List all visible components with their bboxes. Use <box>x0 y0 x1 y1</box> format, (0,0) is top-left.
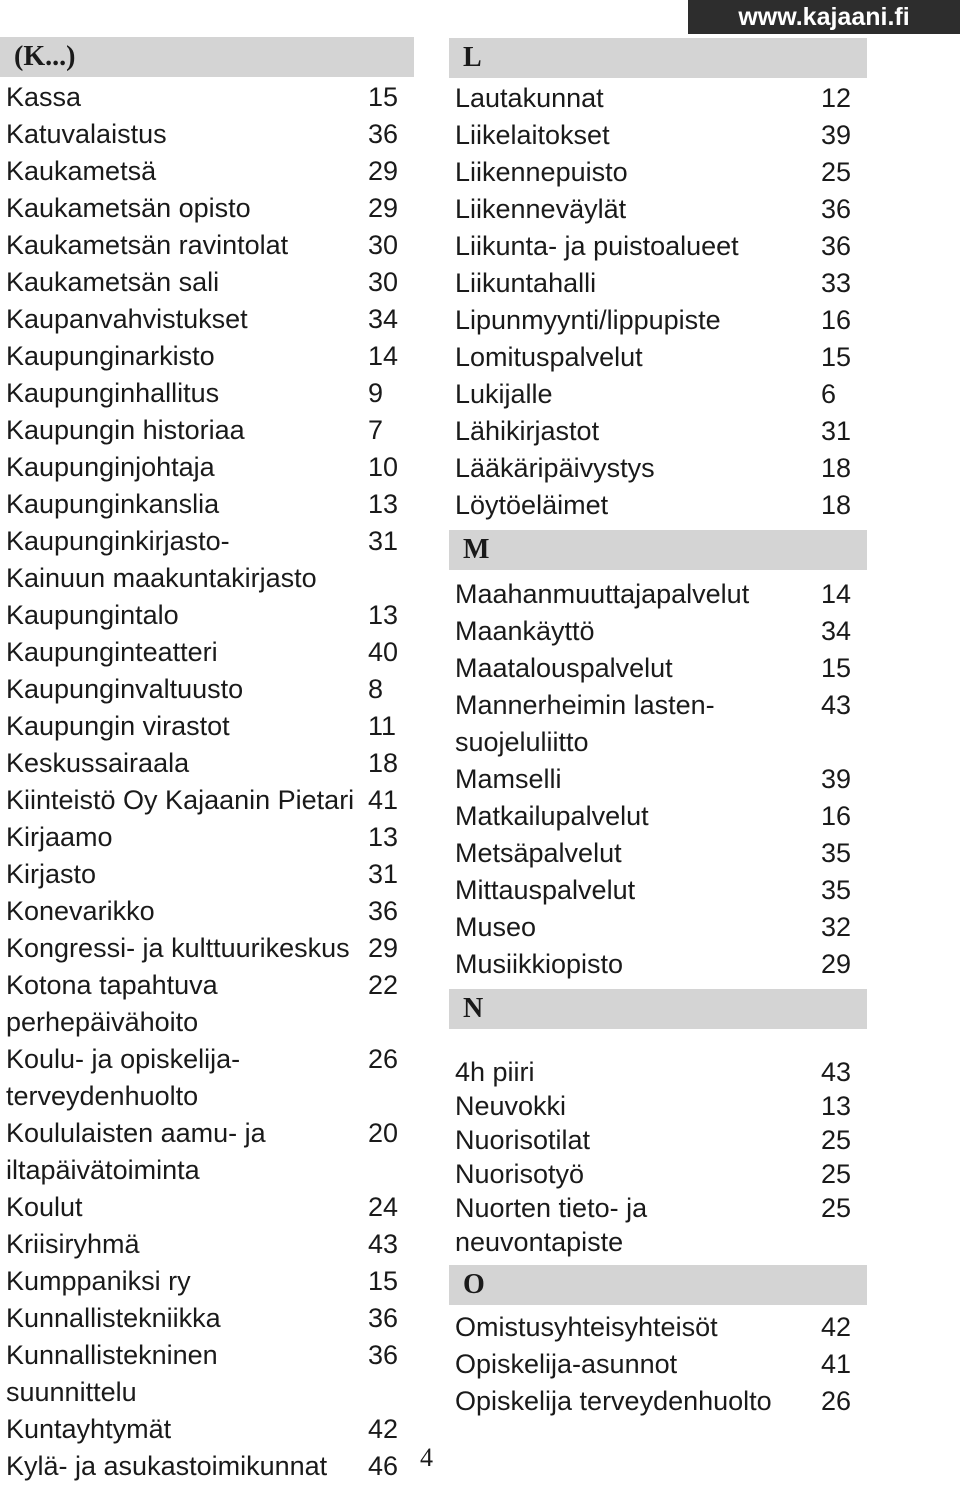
entry-page-number: 36 <box>368 1303 399 1333</box>
index-entry <box>449 835 867 872</box>
entry-name: suojeluliitto <box>455 727 589 757</box>
entry-name: Kuntayhtymät <box>6 1414 172 1444</box>
entry-page-number: 30 <box>368 267 399 297</box>
index-entry <box>0 79 414 116</box>
entry-page-number: 40 <box>368 637 399 667</box>
index-entry <box>0 856 414 893</box>
entry-page-number: 25 <box>821 157 852 187</box>
entry-page-number: 36 <box>821 194 852 224</box>
index-entry <box>0 634 414 671</box>
index-entry <box>0 375 414 412</box>
entry-name: Kaupungintalo <box>6 600 179 630</box>
entry-page-number: 15 <box>368 82 399 112</box>
entry-name: Opiskelija terveydenhuolto <box>455 1386 772 1416</box>
entry-page-number: 43 <box>821 1057 852 1087</box>
entry-name: Kaukametsän opisto <box>6 193 251 223</box>
entry-page-number: 29 <box>368 193 399 223</box>
index-list-m <box>449 570 867 983</box>
entry-page-number: 18 <box>821 490 852 520</box>
left-column <box>0 37 414 1485</box>
entry-name: Musiikkiopisto <box>455 949 624 979</box>
entry-name: Lautakunnat <box>455 83 604 113</box>
entry-name: perhepäivähoito <box>6 1007 199 1037</box>
index-entry <box>449 761 867 798</box>
entry-name: Nuorisotyö <box>455 1159 585 1189</box>
entry-page-number: 42 <box>368 1414 399 1444</box>
entry-name: Kirjaamo <box>6 822 113 852</box>
entry-name: Maatalouspalvelut <box>455 653 673 683</box>
entry-name: 4h piiri <box>455 1057 535 1087</box>
index-entry <box>449 576 867 613</box>
entry-name: Metsäpalvelut <box>455 838 622 868</box>
entry-page-number: 43 <box>368 1229 399 1259</box>
entry-name: Liikelaitokset <box>455 120 610 150</box>
entry-name: Maahanmuuttajapalvelut <box>455 579 750 609</box>
index-entry <box>0 1337 414 1374</box>
entry-page-number: 46 <box>368 1451 399 1481</box>
index-list-k <box>0 77 414 1485</box>
entry-page-number: 35 <box>821 838 852 868</box>
entry-name: Kaukametsän sali <box>6 267 220 297</box>
entry-name: Nuorisotilat <box>455 1125 591 1155</box>
index-entry <box>449 1089 867 1123</box>
index-entry <box>449 687 867 724</box>
index-list-n <box>449 1029 867 1259</box>
entry-page-number: 8 <box>368 674 384 704</box>
index-entry <box>0 153 414 190</box>
entry-name: Kunnallistekninen <box>6 1340 218 1370</box>
index-entry <box>449 228 867 265</box>
entry-page-number: 13 <box>368 822 399 852</box>
entry-page-number: 39 <box>821 120 852 150</box>
index-entry <box>449 1157 867 1191</box>
entry-name: Maankäyttö <box>455 616 595 646</box>
index-entry <box>0 116 414 153</box>
index-list-l <box>449 78 867 524</box>
entry-page-number: 26 <box>368 1044 399 1074</box>
index-entry <box>0 782 414 819</box>
index-entry <box>0 1263 414 1300</box>
entry-name: Koulu- ja opiskelija- <box>6 1044 241 1074</box>
entry-name: Lipunmyynti/lippupiste <box>455 305 721 335</box>
entry-name: iltapäivätoiminta <box>6 1155 200 1185</box>
entry-page-number: 15 <box>821 342 852 372</box>
index-entry <box>449 302 867 339</box>
entry-name: Kaupunginarkisto <box>6 341 215 371</box>
index-entry <box>0 227 414 264</box>
index-entry <box>0 1152 414 1189</box>
entry-page-number: 15 <box>821 653 852 683</box>
index-entry <box>0 708 414 745</box>
entry-page-number: 18 <box>821 453 852 483</box>
index-entry <box>0 486 414 523</box>
index-entry <box>0 1041 414 1078</box>
section-header-l: L <box>449 38 867 78</box>
entry-page-number: 34 <box>368 304 399 334</box>
entry-page-number: 9 <box>368 378 384 408</box>
entry-page-number: 7 <box>368 415 384 445</box>
entry-name: Kongressi- ja kulttuurikeskus <box>6 933 350 963</box>
entry-name: Keskussairaala <box>6 748 190 778</box>
index-entry <box>449 450 867 487</box>
entry-page-number: 36 <box>368 119 399 149</box>
entry-page-number: 13 <box>821 1091 852 1121</box>
index-entry <box>449 1123 867 1157</box>
index-entry <box>449 798 867 835</box>
entry-page-number: 13 <box>368 489 399 519</box>
index-entry <box>449 1055 867 1089</box>
entry-name: Matkailupalvelut <box>455 801 649 831</box>
entry-page-number: 30 <box>368 230 399 260</box>
index-entry <box>449 154 867 191</box>
entry-name: Kaupunginteatteri <box>6 637 218 667</box>
entry-page-number: 35 <box>821 875 852 905</box>
index-entry <box>449 1383 867 1420</box>
index-entry <box>0 930 414 967</box>
section-header-k: (K...) <box>0 37 414 77</box>
index-entry <box>0 893 414 930</box>
entry-name: Kaupunginhallitus <box>6 378 220 408</box>
entry-name: Kainuun maakuntakirjasto <box>6 563 317 593</box>
entry-name: Liikennepuisto <box>455 157 628 187</box>
index-entry <box>449 376 867 413</box>
index-entry <box>449 80 867 117</box>
entry-name: Kaupunginkirjasto- <box>6 526 230 556</box>
index-entry <box>449 650 867 687</box>
entry-name: Nuorten tieto- ja <box>455 1193 648 1223</box>
entry-page-number: 32 <box>821 912 852 942</box>
entry-page-number: 16 <box>821 305 852 335</box>
index-entry <box>0 1226 414 1263</box>
entry-page-number: 14 <box>368 341 399 371</box>
index-entry <box>0 1448 414 1485</box>
entry-name: Kaupunginkanslia <box>6 489 220 519</box>
entry-page-number: 12 <box>821 83 852 113</box>
entry-name: Kaukametsä <box>6 156 157 186</box>
entry-name: Kiinteistö Oy Kajaanin Pietari <box>6 785 355 815</box>
entry-page-number: 36 <box>368 896 399 926</box>
entry-name: Kassa <box>6 82 82 112</box>
entry-name: Kaupunginvaltuusto <box>6 674 244 704</box>
entry-name: Kaupungin historiaa <box>6 415 245 445</box>
entry-name: neuvontapiste <box>455 1227 624 1257</box>
entry-page-number: 29 <box>368 156 399 186</box>
entry-page-number: 29 <box>368 933 399 963</box>
entry-name: Katuvalaistus <box>6 119 167 149</box>
entry-page-number: 25 <box>821 1193 852 1223</box>
index-entry <box>0 1411 414 1448</box>
entry-page-number: 18 <box>368 748 399 778</box>
entry-name: Omistusyhteisyhteisöt <box>455 1312 718 1342</box>
index-entry <box>449 1346 867 1383</box>
index-entry <box>0 1374 414 1411</box>
entry-name: terveydenhuolto <box>6 1081 199 1111</box>
entry-page-number: 6 <box>821 379 837 409</box>
index-entry <box>0 1189 414 1226</box>
index-entry <box>0 967 414 1004</box>
index-entry <box>449 191 867 228</box>
section-header-o: O <box>449 1265 867 1305</box>
index-entry <box>0 560 414 597</box>
entry-name: Kaukametsän ravintolat <box>6 230 289 260</box>
entry-page-number: 20 <box>368 1118 399 1148</box>
entry-page-number: 41 <box>821 1349 852 1379</box>
index-entry <box>449 1225 867 1259</box>
entry-page-number: 29 <box>821 949 852 979</box>
entry-name: Kirjasto <box>6 859 97 889</box>
index-entry <box>0 1078 414 1115</box>
entry-name: Mamselli <box>455 764 562 794</box>
entry-page-number: 36 <box>368 1340 399 1370</box>
entry-name: Liikunta- ja puistoalueet <box>455 231 739 261</box>
entry-name: Museo <box>455 912 537 942</box>
index-entry <box>0 597 414 634</box>
index-entry <box>449 265 867 302</box>
entry-name: Liikuntahalli <box>455 268 597 298</box>
entry-name: Koululaisten aamu- ja <box>6 1118 266 1148</box>
entry-name: Liikenneväylät <box>455 194 627 224</box>
index-entry <box>0 301 414 338</box>
entry-page-number: 31 <box>368 526 399 556</box>
entry-page-number: 26 <box>821 1386 852 1416</box>
entry-page-number: 39 <box>821 764 852 794</box>
index-entry <box>449 1191 867 1225</box>
entry-name: Löytöeläimet <box>455 490 609 520</box>
entry-name: Kaupanvahvistukset <box>6 304 248 334</box>
entry-page-number: 13 <box>368 600 399 630</box>
entry-page-number: 43 <box>821 690 852 720</box>
entry-name: Kaupunginjohtaja <box>6 452 215 482</box>
index-entry <box>449 1309 867 1346</box>
entry-page-number: 15 <box>368 1266 399 1296</box>
entry-page-number: 31 <box>821 416 852 446</box>
index-list-o <box>449 1305 867 1420</box>
entry-name: Mannerheimin lasten- <box>455 690 715 720</box>
index-entry <box>449 946 867 983</box>
entry-name: Lukijalle <box>455 379 553 409</box>
entry-page-number: 10 <box>368 452 399 482</box>
entry-name: Lääkäripäivystys <box>455 453 655 483</box>
index-entry <box>0 190 414 227</box>
index-entry <box>0 819 414 856</box>
index-entry <box>449 339 867 376</box>
entry-page-number: 25 <box>821 1159 852 1189</box>
website-banner[interactable]: www.kajaani.fi <box>688 0 960 34</box>
entry-page-number: 42 <box>821 1312 852 1342</box>
entry-page-number: 24 <box>368 1192 399 1222</box>
index-entry <box>449 872 867 909</box>
right-column <box>449 38 867 1420</box>
entry-name: Kylä- ja asukastoimikunnat <box>6 1451 328 1481</box>
entry-page-number: 11 <box>368 711 397 741</box>
entry-name: Neuvokki <box>455 1091 567 1121</box>
entry-name: Koulut <box>6 1192 83 1222</box>
index-entry <box>0 1004 414 1041</box>
index-entry <box>0 449 414 486</box>
entry-page-number: 16 <box>821 801 852 831</box>
entry-page-number: 33 <box>821 268 852 298</box>
entry-name: Kunnallistekniikka <box>6 1303 221 1333</box>
entry-name: Kaupungin virastot <box>6 711 230 741</box>
index-entry <box>0 264 414 301</box>
index-entry <box>449 724 867 761</box>
entry-name: Konevarikko <box>6 896 155 926</box>
index-entry <box>449 909 867 946</box>
index-entry <box>0 338 414 375</box>
page-number: 4 <box>420 1443 433 1472</box>
entry-name: Mittauspalvelut <box>455 875 636 905</box>
entry-page-number: 14 <box>821 579 852 609</box>
index-entry <box>0 523 414 560</box>
index-entry <box>0 412 414 449</box>
index-entry <box>449 413 867 450</box>
entry-page-number: 22 <box>368 970 399 1000</box>
entry-page-number: 41 <box>368 785 399 815</box>
index-entry <box>0 671 414 708</box>
entry-page-number: 31 <box>368 859 399 889</box>
entry-page-number: 36 <box>821 231 852 261</box>
index-entry <box>449 613 867 650</box>
section-header-m: M <box>449 530 867 570</box>
entry-page-number: 34 <box>821 616 852 646</box>
entry-name: Lomituspalvelut <box>455 342 643 372</box>
entry-name: Kotona tapahtuva <box>6 970 218 1000</box>
section-header-n: N <box>449 989 867 1029</box>
entry-page-number: 25 <box>821 1125 852 1155</box>
index-entry <box>449 117 867 154</box>
entry-name: suunnittelu <box>6 1377 137 1407</box>
entry-name: Lähikirjastot <box>455 416 600 446</box>
index-entry <box>0 1115 414 1152</box>
index-entry <box>449 487 867 524</box>
index-entry <box>0 745 414 782</box>
index-entry <box>0 1300 414 1337</box>
entry-name: Kriisiryhmä <box>6 1229 140 1259</box>
entry-name: Kumppaniksi ry <box>6 1266 191 1296</box>
entry-name: Opiskelija-asunnot <box>455 1349 678 1379</box>
